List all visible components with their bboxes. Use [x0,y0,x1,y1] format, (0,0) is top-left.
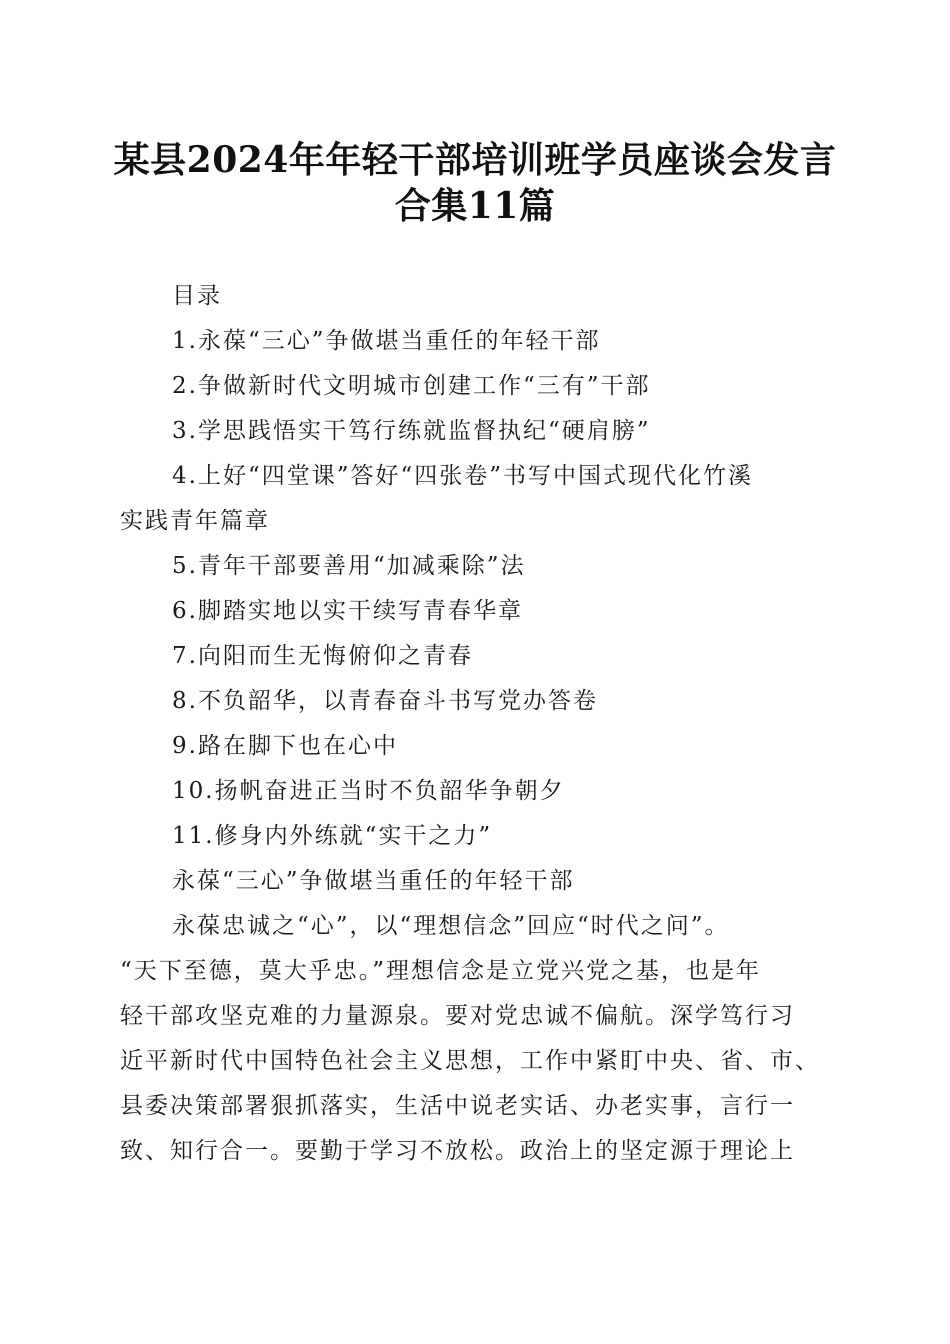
toc-item: 8.不负韶华，以青春奋斗书写党办答卷 [172,688,598,714]
paragraph-line: 近平新时代中国特色社会主义思想，工作中紧盯中央、省、市、 [120,1048,820,1074]
toc-item: 10.扬帆奋进正当时不负韶华争朝夕 [172,778,565,804]
toc-item: 11.修身内外练就“实干之力” [172,823,493,849]
toc-item: 7.向阳而生无悔俯仰之青春 [172,643,473,669]
document-body [120,274,832,1174]
toc-item: 4.上好“四堂课”答好“四张卷”书写中国式现代化竹溪 [172,463,753,489]
section-heading: 永葆“三心”争做堪当重任的年轻干部 [172,868,575,894]
paragraph-line: 县委决策部署狠抓落实，生活中说老实话、办老实事，言行一 [120,1093,795,1119]
document-title-line-2: 合集11篇 [394,185,556,227]
paragraph-line: 永葆忠诚之“心”，以“理想信念”回应“时代之问”。 [172,913,730,939]
toc-item: 6.脚踏实地以实干续写青春华章 [172,598,523,624]
toc-item: 5.青年干部要善用“加减乘除”法 [172,553,526,579]
paragraph-line: “天下至德，莫大乎忠。”理想信念是立党兴党之基，也是年 [120,958,762,984]
paragraph-line: 轻干部攻坚克难的力量源泉。要对党忠诚不偏航。深学笃行习 [120,1003,795,1029]
toc-item: 1.永葆“三心”争做堪当重任的年轻干部 [172,328,601,354]
paragraph-line: 致、知行合一。要勤于学习不放松。政治上的坚定源于理论上 [120,1138,795,1164]
toc-item-continuation: 实践青年篇章 [120,508,270,534]
toc-item: 3.学思践悟实干笃行练就监督执纪“硬肩膀” [172,418,651,444]
document-title-line-1: 某县2024年年轻干部培训班学员座谈会发言 [113,139,837,181]
toc-item: 2.争做新时代文明城市创建工作“三有”干部 [172,373,651,399]
toc-heading: 目录 [172,283,222,309]
toc-item: 9.路在脚下也在心中 [172,733,398,759]
